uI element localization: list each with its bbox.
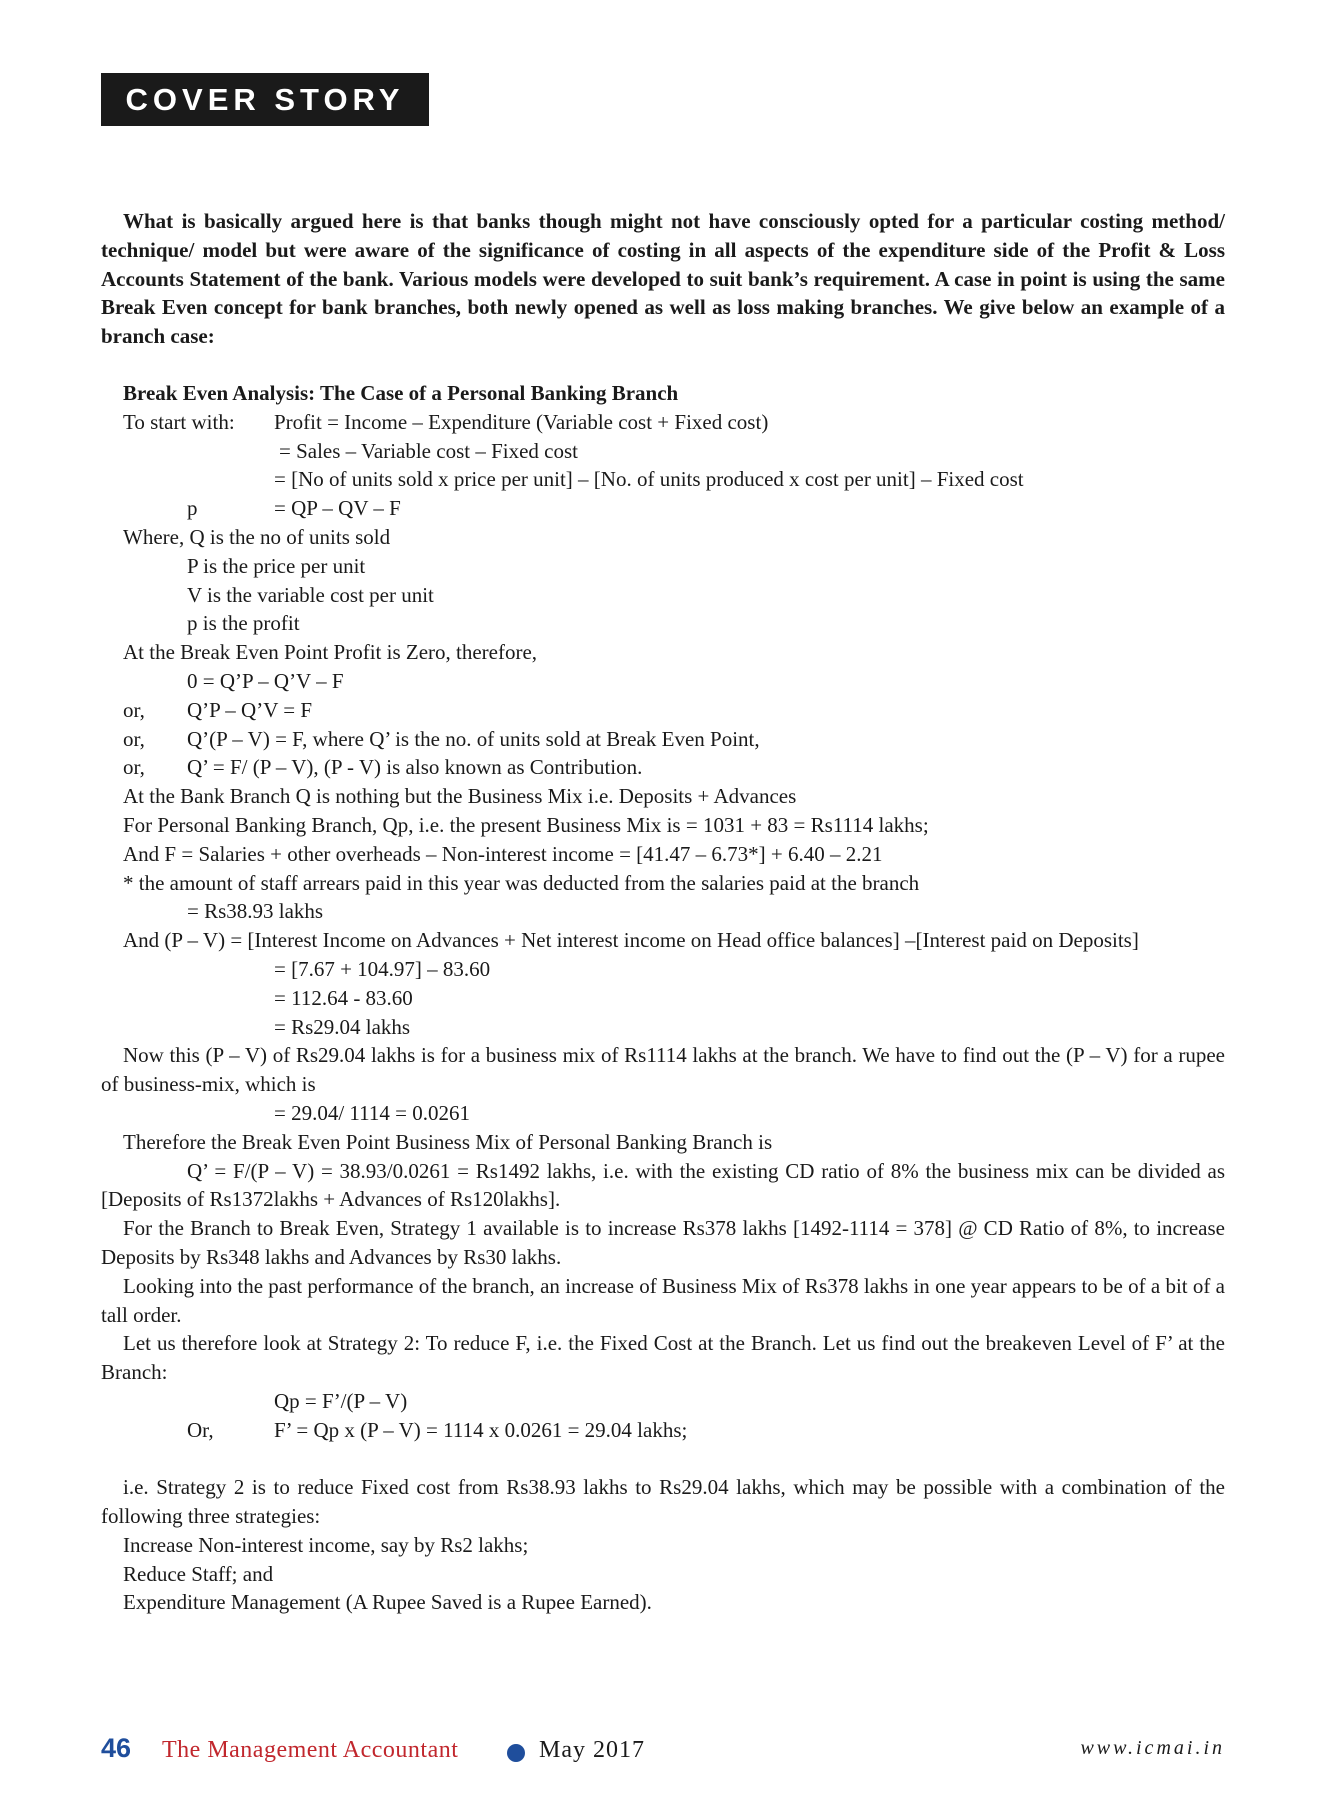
sales-equation: = Sales – Variable cost – Fixed cost bbox=[279, 438, 578, 463]
f-equation: And F = Salaries + other overheads – Non-interest income = [41.47 – 6.73*] + 6.40 – 2.21 bbox=[123, 841, 883, 866]
ie-paragraph: i.e. Strategy 2 is to reduce Fixed cost from Rs38.93 lakhs to Rs29.04 lakhs, which may be possible with a combination of the following three strategies: bbox=[101, 1475, 1225, 1529]
strategy2-paragraph: Let us therefore look at Strategy 2: To reduce F, i.e. the Fixed Cost at the Branch. Let us find out the breakeven Level of F’ at the Branch: bbox=[101, 1331, 1225, 1385]
eq-zero: 0 = Q’P – Q’V – F bbox=[187, 668, 344, 693]
therefore-line: Therefore the Break Even Point Business Mix of Personal Banking Branch is bbox=[123, 1129, 773, 1154]
pv-equation: And (P – V) = [Interest Income on Advances + Net interest income on Head office balances] –[Interest paid on Deposits] bbox=[123, 928, 1139, 953]
case-heading-line bbox=[101, 379, 1225, 408]
strategy1-paragraph: For the Branch to Break Even, Strategy 1 available is to increase Rs378 lakhs [1492-1114 = 378] @ CD Ratio of 8%, to increase Deposits by Rs348 lakhs and Advances by Rs30 lakhs. bbox=[101, 1216, 1225, 1269]
def-price: P is the price per unit bbox=[187, 553, 366, 578]
section-banner: COVER STORY bbox=[101, 73, 429, 126]
page-number: 46 bbox=[101, 1733, 132, 1763]
per-rupee-value: = 29.04/ 1114 = 0.0261 bbox=[274, 1100, 470, 1125]
bep-paragraph: Q’ = F/(P – V) = 38.93/0.0261 = Rs1492 lakhs, i.e. with the existing CD ratio of 8% the business mix can be divided as [Deposits of Rs1372lakhs + Advances of Rs120lakhs]. bbox=[101, 1158, 1225, 1212]
f-value: = Rs38.93 lakhs bbox=[187, 899, 324, 924]
page-footer bbox=[101, 1733, 1225, 1767]
or-label: or, bbox=[123, 726, 145, 751]
or2-label: Or, bbox=[187, 1417, 214, 1442]
or-label: or, bbox=[123, 697, 145, 722]
qp-line: For Personal Banking Branch, Qp, i.e. the present Business Mix is = 1031 + 83 = Rs1114 lakhs; bbox=[123, 812, 929, 837]
start-label: To start with: bbox=[123, 409, 235, 434]
case-heading: Break Even Analysis: The Case of a Personal Banking Branch bbox=[123, 381, 679, 405]
past-paragraph: Looking into the past performance of the branch, an increase of Business Mix of Rs378 lakhs in one year appears to be of a bit of a tall order. bbox=[101, 1273, 1225, 1327]
bank-q-line: At the Bank Branch Q is nothing but the Business Mix i.e. Deposits + Advances bbox=[123, 784, 797, 809]
def-variable-cost: V is the variable cost per unit bbox=[187, 582, 434, 607]
case-body bbox=[101, 379, 1225, 1617]
def-profit: p is the profit bbox=[187, 611, 300, 636]
pv-step-2: = 112.64 - 83.60 bbox=[274, 985, 413, 1010]
strategy-item: Reduce Staff; and bbox=[123, 1561, 274, 1586]
qp-qv-equation: = QP – QV – F bbox=[274, 496, 401, 521]
pv-step-1: = [7.67 + 104.97] – 83.60 bbox=[274, 956, 491, 981]
qp-equation: Qp = F’/(P – V) bbox=[274, 1388, 408, 1413]
eq-two: Q’(P – V) = F, where Q’ is the no. of units sold at Break Even Point, bbox=[187, 726, 760, 751]
profit-equation: Profit = Income – Expenditure (Variable cost + Fixed cost) bbox=[274, 409, 769, 434]
intro-paragraph: What is basically argued here is that banks though might not have consciously opted for a particular costing method/ technique/ model but were aware of the significance of costing in all aspects of the expenditure side of the Profit & Loss Accounts Statement of the bank. Various models were developed to suit bank’s requirement. A case in point is using the same Break Even concept for bank branches, both newly opened as well as loss making branches. We give below an example of a branch case: bbox=[101, 209, 1225, 349]
bep-intro: At the Break Even Point Profit is Zero, therefore, bbox=[123, 640, 538, 665]
now-paragraph: Now this (P – V) of Rs29.04 lakhs is for a business mix of Rs1114 lakhs at the branch. We have to find out the (P – V) for a rupee of business-mix, which is bbox=[101, 1043, 1225, 1097]
bullet-dot-icon bbox=[507, 1744, 525, 1762]
issue-date: May 2017 bbox=[539, 1737, 645, 1763]
footnote: * the amount of staff arrears paid in this year was deducted from the salaries paid at the branch bbox=[123, 870, 920, 895]
f-prime-equation: F’ = Qp x (P – V) = 1114 x 0.0261 = 29.04 lakhs; bbox=[274, 1417, 688, 1442]
magazine-title: The Management Accountant bbox=[162, 1737, 459, 1763]
pv-step-3: = Rs29.04 lakhs bbox=[274, 1014, 411, 1039]
where-line: Where, Q is the no of units sold bbox=[123, 524, 391, 549]
strategy-item: Increase Non-interest income, say by Rs2 lakhs; bbox=[123, 1532, 529, 1557]
units-equation: = [No of units sold x price per unit] – [No. of units produced x cost per unit] – Fixed cost bbox=[274, 467, 1024, 492]
eq-three: Q’ = F/ (P – V), (P - V) is also known as Contribution. bbox=[187, 755, 643, 780]
eq-one: Q’P – Q’V = F bbox=[187, 697, 313, 722]
strategy-item: Expenditure Management (A Rupee Saved is a Rupee Earned). bbox=[123, 1590, 652, 1615]
p-label: p bbox=[187, 496, 198, 521]
website-url[interactable]: www.icmai.in bbox=[1080, 1737, 1225, 1759]
or-label: or, bbox=[123, 755, 145, 780]
